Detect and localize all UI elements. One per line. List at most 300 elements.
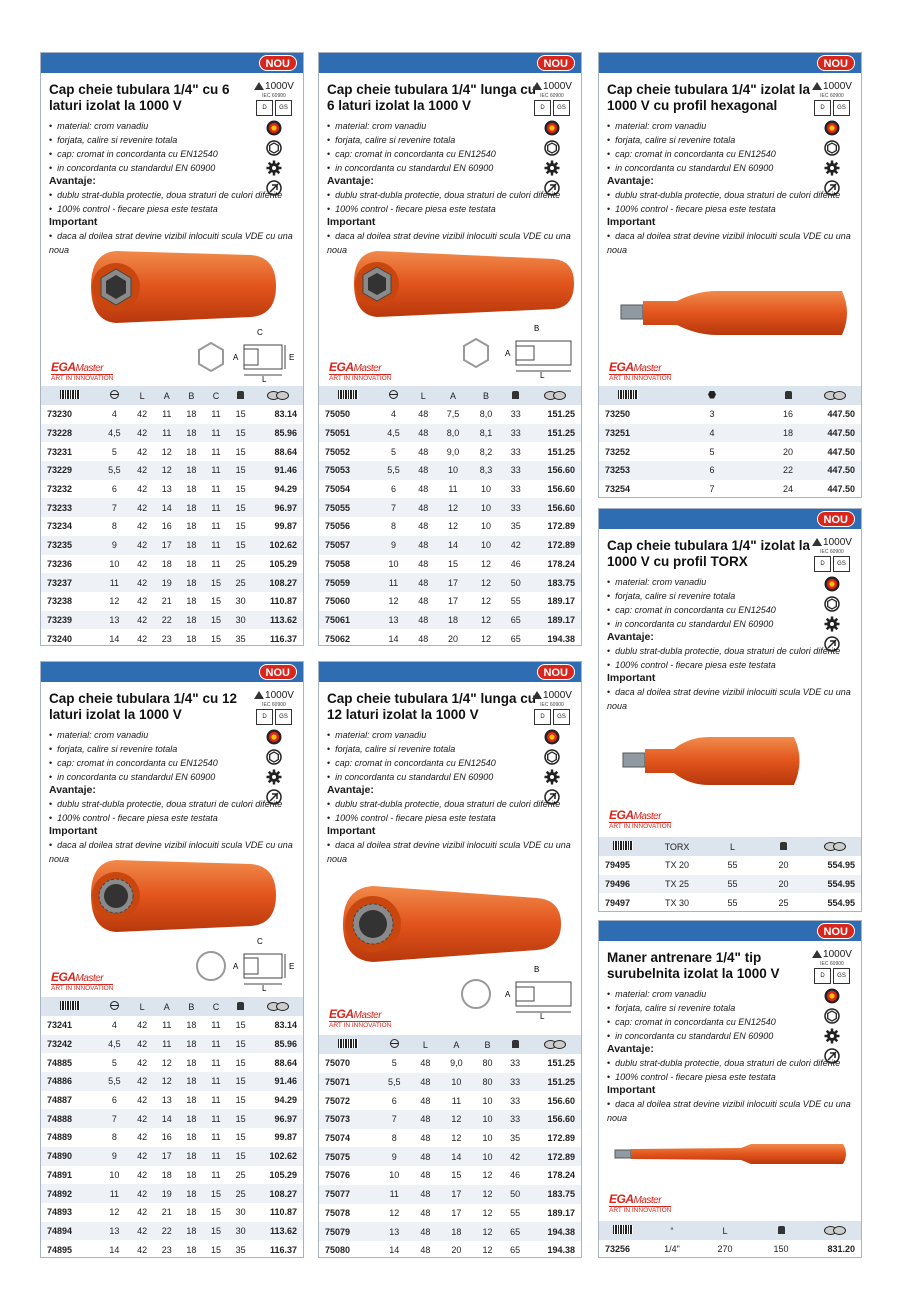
new-badge: NOU <box>537 55 575 71</box>
coins-icon <box>824 1225 846 1234</box>
new-badge: NOU <box>817 511 855 527</box>
table-cell: 20 <box>451 1245 462 1256</box>
table-cell: 10 <box>109 1169 120 1180</box>
dim-label-l: L <box>540 1012 545 1021</box>
voltage-badge <box>532 79 572 93</box>
table-cell: 42 <box>137 1057 148 1068</box>
article-code: 74888 <box>47 1113 73 1124</box>
price-cell: 94.29 <box>274 1095 297 1106</box>
product-title: Maner antrenare 1/4" tip surubelnita izolat la 1000 V <box>607 950 780 981</box>
table-cell: 8 <box>111 1132 117 1143</box>
table-cell: 21 <box>161 1207 172 1218</box>
table-cell: 11 <box>388 577 399 588</box>
table-cell: 48 <box>418 596 429 607</box>
table-cell: 10 <box>482 1114 493 1125</box>
table-cell: 18 <box>447 614 458 625</box>
price-cell: 108.27 <box>269 1188 297 1199</box>
table-cell: 270 <box>717 1244 733 1255</box>
table-row <box>319 1110 581 1129</box>
important-heading: Important <box>607 1084 656 1096</box>
advantage-item: • dublu strat-dubla protectie, doua straturi de culori diferite <box>327 797 581 811</box>
coins-icon <box>267 390 289 399</box>
dim-label-b: B <box>534 965 540 974</box>
new-badge: NOU <box>817 923 855 939</box>
logo-tagline: ART IN INNOVATION <box>609 375 672 382</box>
gs-mark <box>534 709 570 725</box>
voltage-badge <box>812 947 852 961</box>
table-cell: 1/4" <box>664 1244 680 1255</box>
table-cell: 42 <box>137 1151 148 1162</box>
article-code: 75077 <box>325 1189 351 1200</box>
article-code: 74890 <box>47 1151 73 1162</box>
price-cell: 151.25 <box>547 446 575 457</box>
table-cell: 10 <box>481 502 492 513</box>
de-icon: D <box>256 709 273 725</box>
important-item: • daca al doilea strat devine vizibil inlocuiti scula VDE cu una noua <box>607 229 861 257</box>
dim-label-c: C <box>257 937 263 946</box>
article-code: 73253 <box>605 465 631 476</box>
article-code: 73238 <box>47 596 73 607</box>
table-row <box>41 1166 303 1185</box>
table-row <box>319 1241 581 1258</box>
table-cell: 15 <box>211 1225 222 1236</box>
table-cell: 12 <box>451 1114 462 1125</box>
price-cell: 105.29 <box>269 1169 297 1180</box>
table-cell: 5,5 <box>387 465 400 476</box>
table-cell: 23 <box>161 1244 172 1255</box>
table-cell: 11 <box>162 1039 172 1050</box>
card-screwdriver-handle <box>598 920 862 1258</box>
gs-mark <box>814 968 850 984</box>
price-cell: 178.24 <box>547 558 575 569</box>
spec-item: • material: crom vanadiu <box>327 119 581 133</box>
article-code: 73256 <box>605 1244 631 1255</box>
ega-master-logo <box>609 1192 671 1214</box>
coins-icon <box>267 1001 289 1010</box>
gs-mark <box>814 100 850 116</box>
advantage-item: • 100% control - fiecare piesa este testata <box>327 202 581 216</box>
barcode-icon <box>60 390 80 399</box>
table-cell: 4 <box>709 428 715 439</box>
socket-photo <box>86 850 286 940</box>
table-cell: 11 <box>162 428 172 439</box>
table-cell: 12 <box>451 1133 462 1144</box>
table-cell: 14 <box>161 502 172 513</box>
table-cell: 17 <box>451 1207 462 1218</box>
table-row <box>41 1222 303 1241</box>
table-cell: 13 <box>388 614 399 625</box>
table-row <box>41 517 303 536</box>
table-cell: 55 <box>510 596 521 607</box>
important-item: • daca al doilea strat devine vizibil inlocuiti scula VDE cu una noua <box>49 229 303 257</box>
price-cell: 183.75 <box>547 1189 575 1200</box>
card-header-bar <box>599 509 861 529</box>
table-cell: 17 <box>447 596 458 607</box>
table-cell: 42 <box>137 540 148 551</box>
table-row <box>319 1204 581 1223</box>
table-cell: 42 <box>137 1244 148 1255</box>
article-code: 75078 <box>325 1207 351 1218</box>
table-row <box>599 1240 861 1258</box>
spec-item: • material: crom vanadiu <box>327 728 581 742</box>
table-cell: 12 <box>481 558 492 569</box>
new-badge: NOU <box>259 55 297 71</box>
table-cell: 15 <box>235 1113 246 1124</box>
table-row <box>319 1073 581 1092</box>
spec-item: • in concordanta cu standardul EN 60900 <box>49 161 303 175</box>
table-cell: 4,5 <box>387 428 400 439</box>
table-cell: 22 <box>161 614 172 625</box>
article-code: 74895 <box>47 1244 73 1255</box>
table-cell: 48 <box>418 633 429 644</box>
table-row <box>599 424 861 443</box>
table-cell: 42 <box>137 484 148 495</box>
table-cell: 25 <box>235 577 246 588</box>
table-cell: 48 <box>418 502 429 513</box>
gear-icon <box>544 160 560 176</box>
table-cell: 12 <box>481 577 492 588</box>
hexagon-socket-icon <box>266 140 282 156</box>
table-cell: 11 <box>211 1039 221 1050</box>
advantages-heading: Avantaje: <box>607 631 654 643</box>
article-code: 79497 <box>605 897 631 908</box>
table-row <box>41 405 303 424</box>
table-cell: 14 <box>389 1245 400 1256</box>
voltage-label: 1000V <box>823 948 852 960</box>
table-cell: 15 <box>235 540 246 551</box>
price-cell: 91.46 <box>274 1076 297 1087</box>
table-cell: 11 <box>211 465 221 476</box>
table-cell: 15 <box>235 1076 246 1087</box>
article-code: 75056 <box>325 521 351 532</box>
table-row <box>41 424 303 443</box>
table-cell: 14 <box>109 633 120 644</box>
logo-brand: EGA <box>51 970 76 984</box>
table-cell: 33 <box>510 1095 521 1106</box>
table-cell: 13 <box>161 484 172 495</box>
spec-item: • cap: cromat in concordanta cu EN12540 <box>49 147 303 161</box>
iec-label: IEC 60900 <box>820 961 844 967</box>
barcode-icon <box>618 390 638 399</box>
table-cell: 48 <box>420 1226 431 1237</box>
hexagon-socket-icon <box>824 596 840 612</box>
table-cell: 42 <box>510 540 521 551</box>
price-cell: 110.87 <box>269 1207 297 1218</box>
logo-brand: EGA <box>609 808 634 822</box>
spec-item: • cap: cromat in concordanta cu EN12540 <box>327 147 581 161</box>
product-table <box>319 1035 581 1258</box>
article-code: 75057 <box>325 540 351 551</box>
article-code: 75074 <box>325 1133 351 1144</box>
price-cell: 91.46 <box>274 465 297 476</box>
table-row <box>319 1185 581 1204</box>
logo-tagline: ART IN INNOVATION <box>329 1022 392 1029</box>
table-cell: 7 <box>709 484 715 495</box>
table-row <box>41 1035 303 1054</box>
table-cell: 19 <box>161 577 172 588</box>
spec-item: • cap: cromat in concordanta cu EN12540 <box>327 756 581 770</box>
warning-triangle-icon <box>532 691 542 699</box>
table-cell: 12 <box>482 1245 493 1256</box>
price-cell: 447.50 <box>827 465 855 476</box>
gear-icon <box>824 1028 840 1044</box>
table-row <box>41 1240 303 1258</box>
de-icon: D <box>814 556 831 572</box>
table-cell: 18 <box>186 409 197 420</box>
price-cell: 151.25 <box>547 1058 575 1069</box>
torx-bit-photo <box>619 729 809 793</box>
table-cell: 9,0 <box>446 446 460 457</box>
price-cell: 189.17 <box>547 596 575 607</box>
price-cell: 447.50 <box>827 446 855 457</box>
table-cell: 48 <box>420 1058 431 1069</box>
article-code: 75070 <box>325 1058 351 1069</box>
logo-script: Master <box>633 363 662 374</box>
col-header: C <box>212 1001 220 1012</box>
price-cell: 156.60 <box>547 484 575 495</box>
table-cell: 4 <box>391 409 397 420</box>
voltage-label: 1000V <box>265 689 294 701</box>
table-cell: 14 <box>161 1113 172 1124</box>
table-cell: 11 <box>211 1095 221 1106</box>
table-cell: 8,3 <box>479 465 493 476</box>
gs-icon: GS <box>553 709 570 725</box>
price-cell: 194.38 <box>547 1226 575 1237</box>
logo-tagline: ART IN INNOVATION <box>51 985 114 992</box>
table-cell: TX 20 <box>664 860 689 871</box>
voltage-label: 1000V <box>543 80 572 92</box>
advantage-item: • dublu strat-dubla protectie, doua straturi de culori diferite <box>49 797 303 811</box>
table-cell: 6 <box>111 484 117 495</box>
certification-badges <box>809 947 855 1064</box>
article-code: 75076 <box>325 1170 351 1181</box>
table-row <box>319 1147 581 1166</box>
price-cell: 94.29 <box>274 484 297 495</box>
price-cell: 151.25 <box>547 1077 575 1088</box>
price-cell: 116.37 <box>269 1244 297 1255</box>
table-row <box>319 629 581 646</box>
dim-label-a: A <box>505 990 511 999</box>
price-cell: 113.62 <box>269 1225 297 1236</box>
table-cell: 16 <box>782 409 793 420</box>
table-cell: 8 <box>111 521 117 532</box>
article-code: 73240 <box>47 633 73 644</box>
table-cell: 35 <box>510 1133 521 1144</box>
table-cell: 48 <box>418 558 429 569</box>
logo-tagline: ART IN INNOVATION <box>51 375 114 382</box>
table-cell: 9 <box>111 1151 117 1162</box>
german-flag-icon <box>266 120 282 136</box>
iec-label: IEC 60900 <box>540 93 564 99</box>
article-code: 75071 <box>325 1077 351 1088</box>
table-cell: 11 <box>211 1151 221 1162</box>
gs-icon: GS <box>275 100 292 116</box>
dim-label-e: E <box>289 962 295 971</box>
dim-label-a: A <box>233 962 239 971</box>
table-cell: 48 <box>418 409 429 420</box>
no-tool-icon <box>266 789 282 805</box>
table-header <box>599 1221 861 1240</box>
ega-master-logo <box>329 1007 391 1029</box>
logo-script: Master <box>75 363 104 374</box>
spec-item: • in concordanta cu standardul EN 60900 <box>327 161 581 175</box>
table-cell: 48 <box>418 484 429 495</box>
table-cell: 15 <box>235 465 246 476</box>
price-cell: 108.27 <box>269 577 297 588</box>
table-cell: 12 <box>482 1170 493 1181</box>
weight-icon <box>512 391 519 399</box>
product-title: Cap cheie tubulara 1/4" izolat la 1000 V cu profil TORX <box>607 538 810 569</box>
gear-icon <box>544 769 560 785</box>
table-cell: 25 <box>235 558 246 569</box>
table-cell: 12 <box>481 614 492 625</box>
hexagon-socket-icon <box>824 140 840 156</box>
col-header: A <box>449 390 456 401</box>
logo-script: Master <box>353 1010 382 1021</box>
article-code: 75080 <box>325 1245 351 1256</box>
gear-icon <box>266 160 282 176</box>
col-header: L <box>729 841 735 852</box>
de-icon: D <box>814 100 831 116</box>
article-code: 73230 <box>47 409 73 420</box>
coins-icon <box>544 390 566 399</box>
logo-tagline: ART IN INNOVATION <box>609 1207 672 1214</box>
table-cell: 11 <box>211 1057 221 1068</box>
important-item: • daca al doilea strat devine vizibil inlocuiti scula VDE cu una noua <box>49 838 303 866</box>
price-cell: 172.89 <box>547 540 575 551</box>
price-cell: 178.24 <box>547 1170 575 1181</box>
product-title: Cap cheie tubulara 1/4" cu 6 laturi izolat la 1000 V <box>49 82 230 113</box>
table-cell: 15 <box>451 1170 462 1181</box>
table-cell: 10 <box>389 1170 400 1181</box>
table-cell: 11 <box>451 1095 462 1106</box>
table-cell: 13 <box>161 1095 172 1106</box>
table-cell: 42 <box>137 409 148 420</box>
price-cell: 831.20 <box>827 1244 855 1255</box>
table-cell: 6 <box>111 1095 117 1106</box>
table-cell: 18 <box>186 614 197 625</box>
logo-brand: EGA <box>609 360 634 374</box>
table-cell: 17 <box>161 540 172 551</box>
table-cell: 15 <box>235 484 246 495</box>
warning-triangle-icon <box>254 82 264 90</box>
advantages-heading: Avantaje: <box>49 784 96 796</box>
table-cell: 23 <box>161 633 172 644</box>
card-header-bar <box>319 53 581 73</box>
card-12pt-long-socket <box>318 661 582 1258</box>
advantage-item: • 100% control - fiecare piesa este testata <box>49 811 303 825</box>
dim-label-c: C <box>257 328 263 337</box>
table-cell: 18 <box>186 1151 197 1162</box>
table-cell: 42 <box>137 1188 148 1199</box>
table-cell: 15 <box>235 1020 246 1031</box>
no-tool-icon <box>824 636 840 652</box>
article-code: 75053 <box>325 465 351 476</box>
table-row <box>41 555 303 574</box>
table-cell: 12 <box>388 596 399 607</box>
table-cell: 18 <box>186 521 197 532</box>
certification-badges <box>251 79 297 196</box>
iec-label: IEC 60900 <box>262 702 286 708</box>
table-cell: 20 <box>778 879 789 890</box>
spec-item: • forjata, calire si revenire totala <box>327 133 581 147</box>
table-row <box>319 424 581 443</box>
table-cell: 14 <box>109 1244 120 1255</box>
article-code: 73235 <box>47 540 73 551</box>
table-cell: 7,5 <box>446 409 460 420</box>
price-cell: 447.50 <box>827 428 855 439</box>
table-cell: 48 <box>420 1133 431 1144</box>
table-cell: 20 <box>778 860 789 871</box>
col-header: L <box>422 1039 428 1050</box>
table-cell: 8,2 <box>479 446 493 457</box>
price-cell: 96.97 <box>274 502 297 513</box>
price-cell: 102.62 <box>269 1151 297 1162</box>
table-cell: 15 <box>211 1244 222 1255</box>
spec-item: • in concordanta cu standardul EN 60900 <box>327 770 581 784</box>
price-cell: 447.50 <box>827 409 855 420</box>
table-cell: 4 <box>111 409 117 420</box>
article-code: 73232 <box>47 484 73 495</box>
socket-photo <box>337 880 567 966</box>
table-row <box>41 573 303 592</box>
price-cell: 554.95 <box>827 860 855 871</box>
advantages-heading: Avantaje: <box>327 175 374 187</box>
table-cell: 42 <box>137 1169 148 1180</box>
certification-badges <box>809 535 855 652</box>
important-heading: Important <box>607 216 656 228</box>
table-cell: 7 <box>111 1113 117 1124</box>
gear-icon <box>824 160 840 176</box>
table-cell: 15 <box>235 502 246 513</box>
warning-triangle-icon <box>812 950 822 958</box>
barcode-icon <box>613 1225 633 1234</box>
card-6pt-long-socket <box>318 52 582 646</box>
col-header: L <box>139 390 145 401</box>
table-cell: 5 <box>111 1057 117 1068</box>
hex-profile-icon <box>708 391 716 399</box>
table-cell: 5 <box>391 1058 397 1069</box>
hexagon-socket-icon <box>266 749 282 765</box>
table-cell: 6 <box>391 484 397 495</box>
price-cell: 189.17 <box>547 614 575 625</box>
table-cell: 65 <box>510 614 521 625</box>
important-item: • daca al doilea strat devine vizibil inlocuiti scula VDE cu una noua <box>327 838 581 866</box>
article-code: 73254 <box>605 484 631 495</box>
advantage-item: • 100% control - fiecare piesa este testata <box>327 811 581 825</box>
article-code: 74893 <box>47 1207 73 1218</box>
voltage-label: 1000V <box>543 689 572 701</box>
table-cell: 33 <box>510 446 521 457</box>
table-cell: 33 <box>510 1058 521 1069</box>
table-row <box>41 442 303 461</box>
spec-item: • forjata, calire si revenire totala <box>49 742 303 756</box>
table-cell: 20 <box>782 446 793 457</box>
table-cell: 12 <box>109 1207 120 1218</box>
table-row <box>41 1072 303 1091</box>
table-cell: 8,0 <box>479 409 493 420</box>
table-cell: 15 <box>211 633 222 644</box>
dimension-diagram <box>189 934 301 994</box>
table-cell: 14 <box>388 633 399 644</box>
table-cell: 8 <box>391 1133 397 1144</box>
table-row <box>599 461 861 480</box>
table-cell: 48 <box>418 465 429 476</box>
table-cell: TX 30 <box>664 897 689 908</box>
article-code: 73250 <box>605 409 631 420</box>
important-heading: Important <box>327 825 376 837</box>
table-cell: 11 <box>211 1020 221 1031</box>
